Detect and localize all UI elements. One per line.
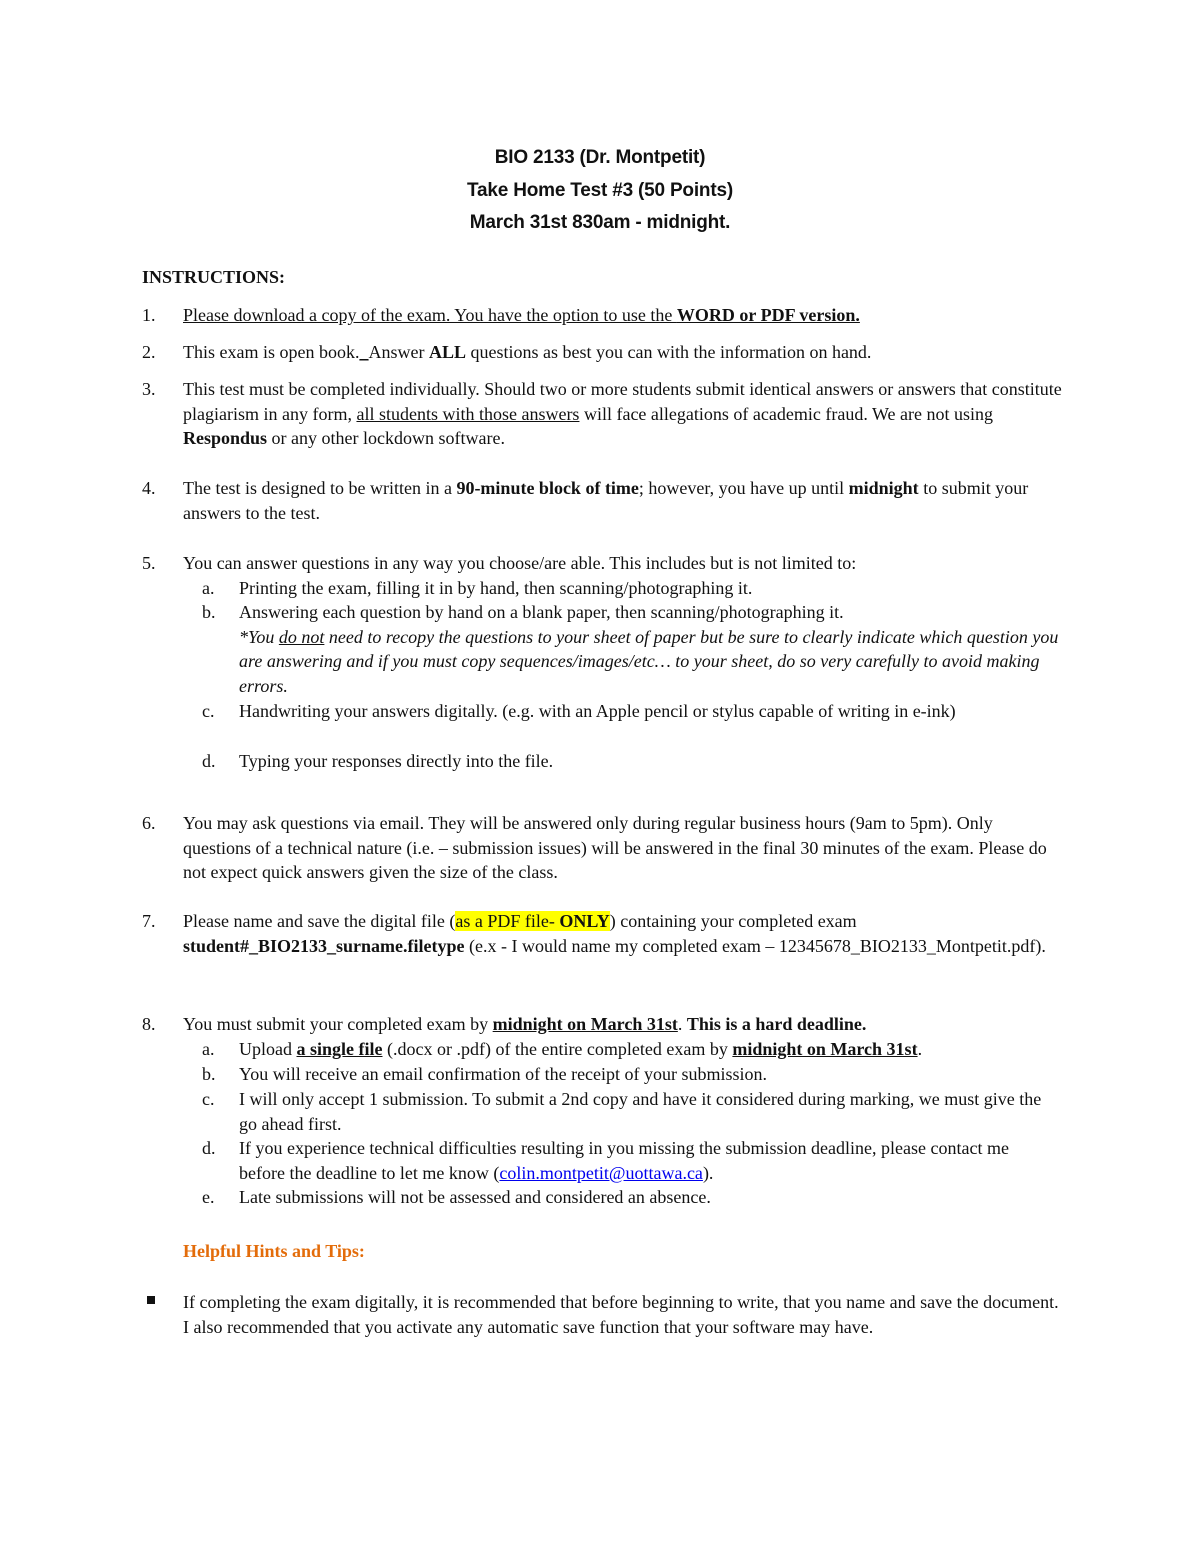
item-letter: a.: [202, 1039, 215, 1059]
item-number: 5.: [142, 553, 156, 573]
bold-underlined-run: a single file: [296, 1039, 383, 1059]
italic-run: *You: [239, 626, 279, 647]
item-text: Typing your responses directly into the file.: [239, 751, 554, 771]
text-run: This exam is open book.: [183, 342, 360, 362]
item-text: You will receive an email confirmation of the receipt of your submission.: [239, 1064, 768, 1084]
text-run: (e.x - I would name my completed exam – 12345678_BIO2133_Montpetit.pdf).: [464, 935, 1046, 956]
bold-run: WORD or PDF version.: [676, 305, 860, 325]
email-link[interactable]: colin.montpetit@uottawa.ca: [499, 1162, 703, 1183]
deadline-run: midnight on March 31st: [732, 1039, 918, 1059]
italic-underlined-run: do not: [278, 626, 325, 647]
text-run: The test is designed to be written in a: [183, 478, 457, 498]
item-number: 2.: [142, 342, 156, 362]
item-letter: e.: [202, 1187, 215, 1207]
item-text: [183, 909, 1063, 958]
hints-heading: Helpful Hints and Tips:: [183, 1241, 365, 1261]
italic-run: need to recopy the questions to your sheet of paper but be sure to clearly indicate which question you are answering and if you must copy sequences/images/etc… to your sheet, do so very carefully to avoid making errors.: [239, 626, 1059, 696]
text-run: to submit your answers to the test.: [183, 478, 1029, 523]
item-letter: b.: [202, 1064, 216, 1084]
item-number: 6.: [142, 813, 156, 833]
item-text: [239, 1037, 1059, 1062]
item-text: You can answer questions in any way you choose/are able. This includes but is not limited to:: [183, 553, 857, 573]
text-run: This test must be completed individually. Should two or more students submit identical answers or answers that constitute plagiarism in any form,: [183, 379, 1062, 424]
bold-run: 90-minute block of time: [456, 478, 639, 498]
item-text: Handwriting your answers digitally. (e.g. with an Apple pencil or stylus capable of writing in e-ink): [239, 701, 956, 721]
course-title: BIO 2133 (Dr. Montpetit): [494, 147, 706, 168]
text-run: You must submit your completed exam by: [183, 1014, 493, 1034]
text-run: questions as best you can with the information on hand.: [466, 342, 872, 362]
item-text: [183, 377, 1063, 451]
text-run: (.docx or .pdf) of the entire completed exam by: [382, 1039, 733, 1059]
item-number: 3.: [142, 379, 156, 399]
highlighted-run: as a PDF file-: [455, 911, 560, 931]
text-run: Please name and save the digital file (: [183, 911, 456, 931]
text-run: Answering each question by hand on a blank paper, then scanning/photographing it.: [239, 602, 844, 622]
text-run: Answer: [368, 342, 429, 362]
test-title: Take Home Test #3 (50 Points): [467, 180, 733, 201]
text-run: If you experience technical difficulties resulting in you missing the submission deadline, please contact me before the deadline to let me know (: [239, 1138, 1009, 1183]
item-letter: c.: [202, 701, 215, 721]
item-letter: a.: [202, 578, 215, 598]
text-run: ).: [702, 1162, 714, 1183]
square-bullet-icon: [147, 1296, 155, 1304]
text-run: .: [677, 1014, 687, 1034]
item-letter: d.: [202, 1138, 216, 1158]
item-letter: d.: [202, 751, 216, 771]
instructions-heading: INSTRUCTIONS:: [142, 267, 286, 287]
test-date: March 31st 830am - midnight.: [469, 212, 731, 233]
item-number: 8.: [142, 1014, 156, 1034]
text-run: or any other lockdown software.: [267, 428, 505, 448]
item-number: 7.: [142, 911, 156, 931]
text-run: Upload: [239, 1039, 297, 1059]
item-text: [183, 476, 1063, 525]
bold-run: Respondus: [183, 428, 268, 448]
item-letter: c.: [202, 1089, 215, 1109]
item-text: [239, 1136, 1059, 1185]
item-text: You may ask questions via email. They will be answered only during regular business hours (9am to 5pm). Only questions of a technical nature (i.e. – submission issues) will be answered in the final 30 minutes of the exam. Please do not expect quick answers given the size of the class.: [183, 813, 1047, 882]
bold-run: midnight: [848, 478, 919, 498]
underlined-run: all students with those answers: [356, 403, 580, 424]
item-text: Printing the exam, filling it in by hand, then scanning/photographing it.: [239, 578, 753, 598]
hint-text: If completing the exam digitally, it is recommended that before beginning to write, that you name and save the document. I also recommended that you activate any automatic save function that your software may have.: [183, 1292, 1059, 1337]
underscore-run: _: [359, 342, 369, 362]
text-run: ) containing your completed exam: [609, 911, 857, 931]
filename-format: student#_BIO2133_surname.filetype: [183, 935, 465, 956]
bold-run: This is a hard deadline.: [686, 1014, 867, 1034]
bold-run: ALL: [428, 342, 466, 362]
highlighted-bold-run: ONLY: [559, 911, 610, 931]
text-run: .: [917, 1039, 923, 1059]
item-text: I will only accept 1 submission. To submit a 2nd copy and have it considered during marking, we must give the go ahead first.: [239, 1089, 1042, 1134]
item-text: [183, 340, 1063, 365]
item-text: [239, 600, 1059, 698]
text-run: ; however, you have up until: [638, 478, 849, 498]
item-text: [183, 303, 1063, 328]
item-letter: b.: [202, 602, 216, 622]
item-text: [183, 1012, 1063, 1037]
text-run: Please download a copy of the exam. You have the option to use the: [183, 305, 677, 325]
item-text: Late submissions will not be assessed and considered an absence.: [239, 1187, 711, 1207]
item-number: 1.: [142, 305, 156, 325]
deadline-run: midnight on March 31st: [492, 1014, 678, 1034]
text-run: will face allegations of academic fraud. We are not using: [579, 403, 994, 424]
item-number: 4.: [142, 478, 156, 498]
